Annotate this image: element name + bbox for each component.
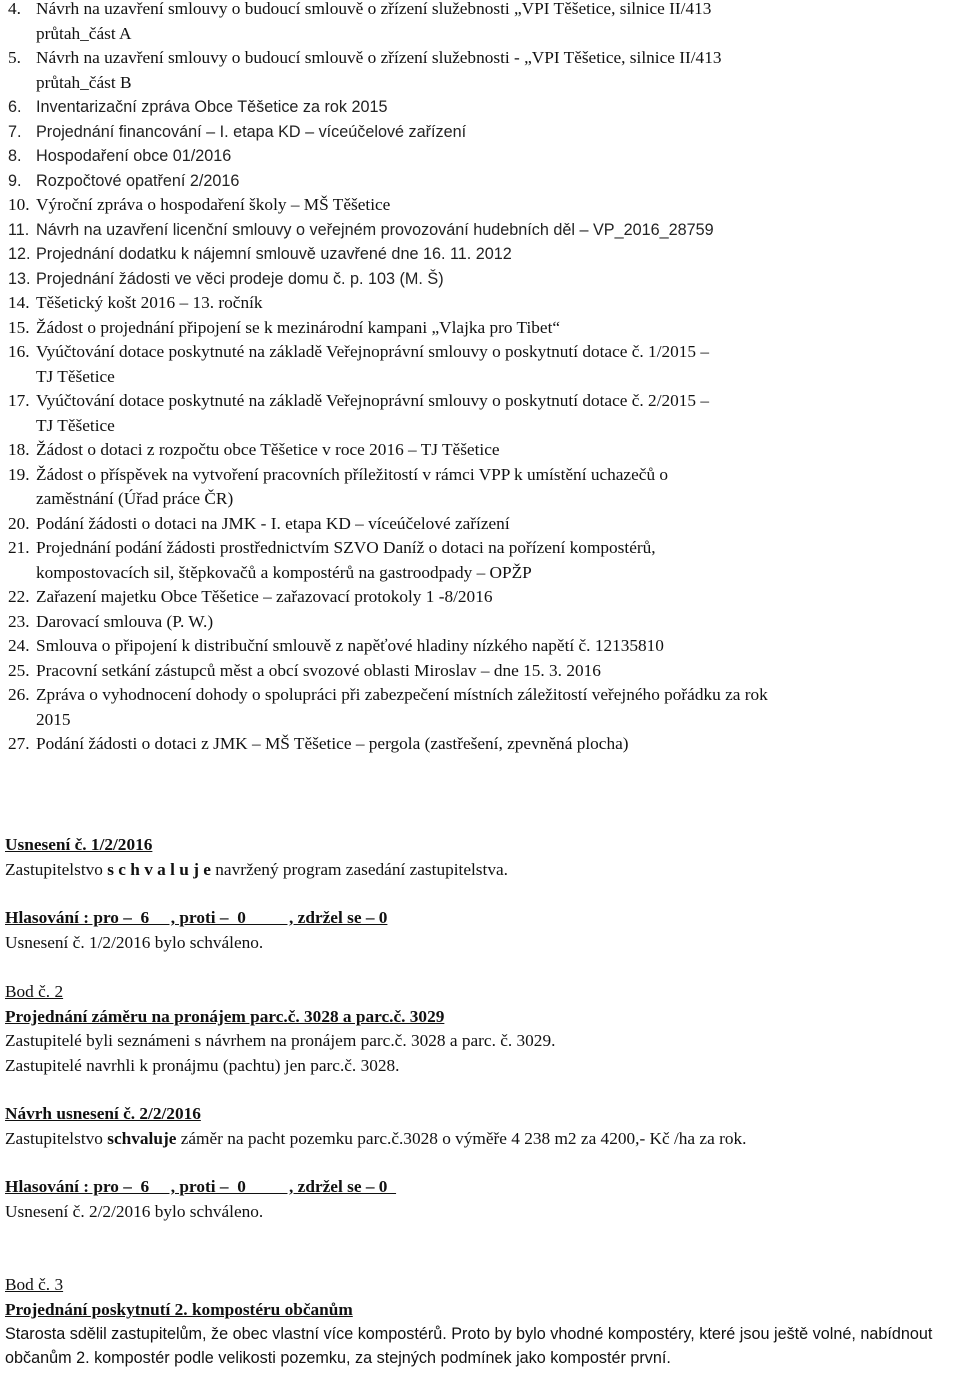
- agenda-item-text: 2015: [36, 709, 71, 729]
- agenda-item-text: Inventarizační zpráva Obce Těšetice za rok 2015: [36, 98, 388, 116]
- agenda-item: [4, 610, 954, 635]
- agenda-item: [4, 169, 954, 194]
- resolution-2-vote: Hlasování : pro – 6 , proti – 0 , zdržel se – 0: [5, 1177, 397, 1196]
- agenda-item-text: Zařazení majetku Obce Těšetice – zařazovací protokoly 1 -8/2016: [36, 587, 493, 606]
- resolution-1: [5, 833, 508, 955]
- agenda-item-number: 11.: [8, 220, 30, 239]
- resolution-1-result: Usnesení č. 1/2/2016 bylo schváleno.: [5, 932, 264, 952]
- resolution-1-title: Usnesení č. 1/2/2016: [5, 835, 153, 854]
- agenda-item-number: 22.: [8, 587, 30, 606]
- agenda-item-number: 6.: [8, 98, 22, 116]
- agenda-item-number: 9.: [8, 171, 22, 190]
- agenda-item-text: Vyúčtování dotace poskytnuté na základě Veřejnoprávní smlouvy o poskytnutí dotace č. 1/2015 –: [36, 342, 710, 361]
- agenda-item-text: Projednání podání žádosti prostřednictvím SZVO Daníž o dotaci na pořízení kompostérů,: [36, 538, 656, 557]
- agenda-item: [4, 291, 954, 316]
- agenda-item-number: 27.: [8, 734, 30, 753]
- bod-3-label: Bod č. 3: [5, 1275, 64, 1294]
- agenda-item-text: Darovací smlouva (P. W.): [36, 611, 214, 631]
- agenda-item: [4, 536, 954, 585]
- agenda-item-number: 12.: [8, 245, 31, 263]
- agenda-item-text: TJ Těšetice: [36, 366, 115, 386]
- approve-word: schvaluje: [107, 1128, 177, 1148]
- agenda-item-text: Návrh na uzavření smlouvy o budoucí smlouvě o zřízení služebnosti - „VPI Těšetice, silnice II/413: [36, 48, 722, 67]
- agenda-item-text: Vyúčtování dotace poskytnuté na základě Veřejnoprávní smlouvy o poskytnutí dotace č. 2/2015 –: [36, 391, 710, 410]
- agenda-item-text: průtah_část A: [36, 23, 132, 43]
- agenda-item-text: Těšetický košt 2016 – 13. ročník: [36, 293, 263, 312]
- resolution-2-result: Usnesení č. 2/2/2016 bylo schváleno.: [5, 1201, 264, 1221]
- agenda-item-text: Zpráva o vyhodnocení dohody o spolupráci při zabezpečení místních záležitostí veřejného pořádku za rok: [36, 685, 768, 704]
- agenda-item: [4, 389, 954, 438]
- agenda-item-text: Rozpočtové opatření 2/2016: [36, 171, 240, 190]
- agenda-item-text: Smlouva o připojení k distribuční smlouvě z napěťové hladiny nízkého napětí č. 12135810: [36, 636, 664, 655]
- agenda-item-number: 7.: [8, 122, 22, 141]
- agenda-item: [4, 193, 954, 218]
- agenda-item: [4, 683, 954, 732]
- agenda-item-text: Žádost o příspěvek na vytvoření pracovních příležitostí v rámci VPP k umístění uchazečů o: [36, 464, 669, 484]
- agenda-item: [4, 144, 954, 169]
- agenda-item-number: 8.: [8, 147, 22, 165]
- agenda-item: [4, 0, 954, 46]
- agenda-item-number: 23.: [8, 611, 30, 631]
- agenda-item: [4, 634, 954, 659]
- agenda-item-text: Žádost o dotaci z rozpočtu obce Těšetice v roce 2016 – TJ Těšetice: [36, 440, 500, 459]
- agenda-item-text: Projednání žádosti ve věci prodeje domu č. p. 103 (M. Š): [36, 269, 444, 288]
- bod-3-title: Projednání poskytnutí 2. kompostéru občanům: [5, 1299, 353, 1319]
- agenda-item-text: Pracovní setkání zástupců měst a obcí svozové oblasti Miroslav – dne 15. 3. 2016: [36, 660, 601, 680]
- agenda-item-text: TJ Těšetice: [36, 415, 115, 435]
- agenda-item: [4, 242, 954, 267]
- agenda-item-number: 25.: [8, 660, 30, 680]
- agenda-item-text: Podání žádosti o dotaci z JMK – MŠ Těšetice – pergola (zastřešení, zpevněná plocha): [36, 734, 629, 753]
- agenda-item-number: 13.: [8, 269, 31, 288]
- approve-word: s c h v a l u j e: [107, 859, 211, 879]
- agenda-item-text: Podání žádosti o dotaci na JMK - I. etapa KD – víceúčelové zařízení: [36, 513, 510, 533]
- agenda-item: [4, 512, 954, 537]
- agenda-item-text: Výroční zpráva o hospodaření školy – MŠ Těšetice: [36, 195, 391, 214]
- agenda-item: [4, 316, 954, 341]
- agenda-item-number: 16.: [8, 342, 30, 361]
- agenda-item-number: 10.: [8, 195, 30, 214]
- agenda-item-number: 4.: [8, 0, 21, 18]
- agenda-item-number: 14.: [8, 293, 30, 312]
- agenda-item: [4, 463, 954, 512]
- resolution-1-vote: Hlasování : pro – 6 , proti – 0 , zdržel se – 0: [5, 908, 388, 927]
- agenda-item-number: 24.: [8, 636, 30, 655]
- bod-2-line-1: Zastupitelé byli seznámeni s návrhem na pronájem parc.č. 3028 a parc. č. 3029.: [5, 1031, 556, 1050]
- proposal-2-title: Návrh usnesení č. 2/2/2016: [5, 1104, 201, 1123]
- agenda-item-number: 20.: [8, 513, 30, 533]
- agenda-item-text: kompostovacích sil, štěpkovačů a kompostérů na gastroodpady – OPŽP: [36, 562, 532, 582]
- agenda-item: [4, 585, 954, 610]
- bod-3-text: Starosta sdělil zastupitelům, že obec vlastní více kompostérů. Proto by bylo vhodné kompostéry, které jsou ještě volné, nabídnout občanům 2. kompostér podle velikosti pozemku, za stejných podmínek jako kompostér první.: [5, 1325, 933, 1367]
- agenda-item: [4, 95, 954, 120]
- agenda-item-number: 19.: [8, 464, 30, 484]
- agenda-item: [4, 218, 954, 243]
- agenda-item: [4, 267, 954, 292]
- agenda-item-text: Návrh na uzavření smlouvy o budoucí smlouvě o zřízení služebnosti „VPI Těšetice, silnice II/413: [36, 0, 712, 18]
- agenda-item-text: Hospodaření obce 01/2016: [36, 147, 232, 165]
- agenda-item: [4, 340, 954, 389]
- section-bod-3: [5, 1273, 957, 1370]
- agenda-item-text: zaměstnání (Úřad práce ČR): [36, 489, 234, 508]
- agenda-item-number: 17.: [8, 391, 30, 410]
- agenda-list: [4, 0, 954, 757]
- resolution-1-text: Zastupitelstvo s c h v a l u j e navržený program zasedání zastupitelstva.: [5, 859, 508, 879]
- agenda-item-number: 5.: [8, 48, 21, 67]
- agenda-item-number: 18.: [8, 440, 30, 459]
- agenda-item: [4, 46, 954, 95]
- bod-2-label: Bod č. 2: [5, 982, 64, 1001]
- agenda-item: [4, 659, 954, 684]
- agenda-item-text: Projednání financování – I. etapa KD – víceúčelové zařízení: [36, 122, 467, 141]
- agenda-item: [4, 438, 954, 463]
- agenda-item-number: 21.: [8, 538, 30, 557]
- agenda-item-number: 15.: [8, 317, 30, 337]
- agenda-item: [4, 732, 954, 757]
- section-bod-2: [5, 980, 746, 1224]
- bod-2-title: Projednání záměru na pronájem parc.č. 3028 a parc.č. 3029: [5, 1006, 445, 1026]
- agenda-item-text: Návrh na uzavření licenční smlouvy o veřejném provozování hudebních děl – VP_2016_28759: [36, 220, 714, 239]
- agenda-item: [4, 120, 954, 145]
- agenda-item-text: Žádost o projednání připojení se k mezinárodní kampani „Vlajka pro Tibet“: [36, 317, 561, 337]
- agenda-item-number: 26.: [8, 685, 30, 704]
- bod-2-line-2: Zastupitelé navrhli k pronájmu (pachtu) jen parc.č. 3028.: [5, 1055, 400, 1075]
- agenda-item-text: průtah_část B: [36, 72, 132, 92]
- agenda-item-text: Projednání dodatku k nájemní smlouvě uzavřené dne 16. 11. 2012: [36, 245, 512, 263]
- proposal-2-text: Zastupitelstvo schvaluje záměr na pacht pozemku parc.č.3028 o výměře 4 238 m2 za 4200,- Kč /ha za rok.: [5, 1128, 747, 1148]
